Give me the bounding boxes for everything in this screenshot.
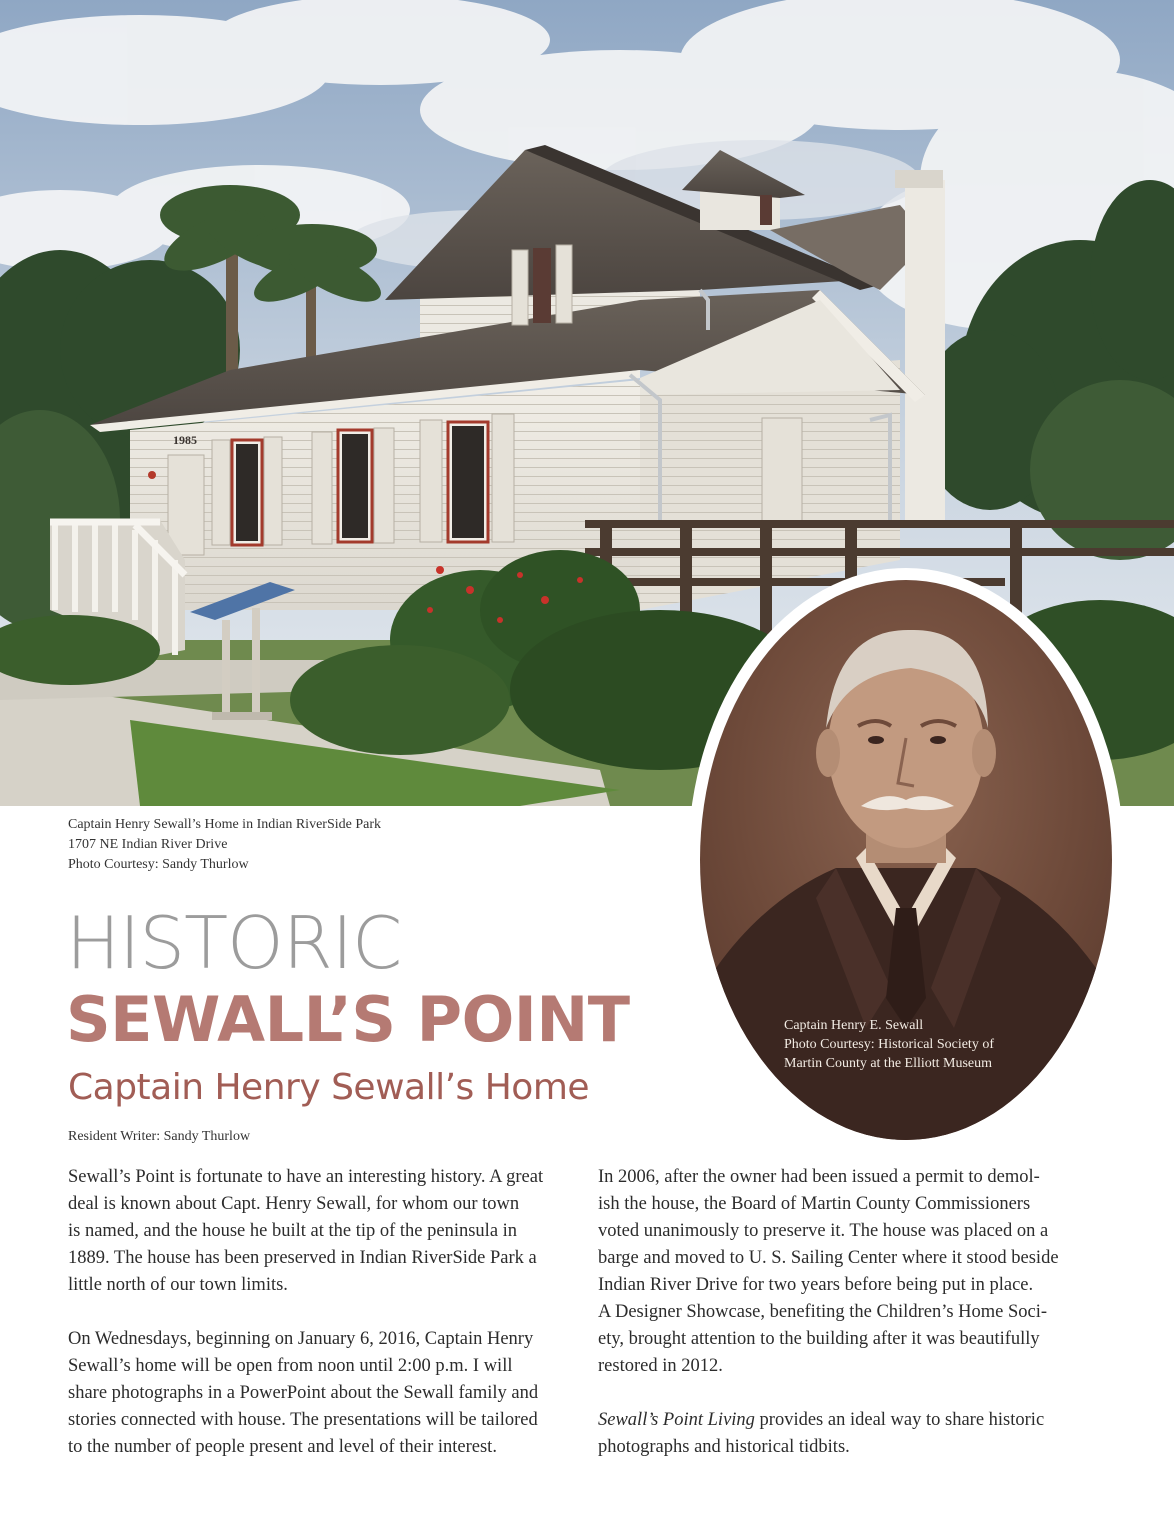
portrait-caption-line: Captain Henry E. Sewall	[784, 1018, 924, 1033]
body-line: On Wednesdays, beginning on January 6, 2016, Captain Henry	[68, 1329, 534, 1349]
article-title: SEWALL’S POINT	[66, 983, 630, 1056]
article-kicker: HISTORIC	[66, 901, 402, 985]
body-line: In 2006, after the owner had been issued a permit to demol-	[598, 1167, 1040, 1187]
body-line: restored in 2012.	[598, 1356, 723, 1376]
house-number-sign: 1985	[173, 433, 197, 447]
body-line: Indian River Drive for two years before being put in place.	[598, 1275, 1034, 1295]
body-line: stories connected with house. The presentations will be tailored	[68, 1410, 538, 1430]
body-line: Sewall’s home will be open from noon until 2:00 p.m. I will	[68, 1356, 513, 1376]
portrait-caption-line: Martin County at the Elliott Museum	[784, 1056, 993, 1071]
photo-caption-line: 1707 NE Indian River Drive	[68, 837, 228, 852]
body-line: ety, brought attention to the building after it was beautifully	[598, 1329, 1040, 1349]
body-column-left	[68, 1164, 578, 1461]
photo-caption-line: Photo Courtesy: Sandy Thurlow	[68, 857, 249, 872]
body-line	[598, 1407, 1093, 1434]
photo-caption	[68, 815, 381, 875]
body-line: voted unanimously to preserve it. The house was placed on a	[598, 1221, 1049, 1241]
body-line: 1889. The house has been preserved in Indian RiverSide Park a	[68, 1248, 537, 1268]
body-line: Sewall’s Point is fortunate to have an interesting history. A great	[68, 1167, 544, 1187]
body-line: barge and moved to U. S. Sailing Center where it stood beside	[598, 1248, 1059, 1268]
body-line: deal is known about Capt. Henry Sewall, for whom our town	[68, 1194, 520, 1214]
body-line: ish the house, the Board of Martin County Commissioners	[598, 1194, 1031, 1214]
body-line: little north of our town limits.	[68, 1275, 288, 1295]
publication-name: Sewall’s Point Living	[598, 1410, 755, 1430]
portrait-caption	[784, 1016, 1054, 1073]
body-line: share photographs in a PowerPoint about the Sewall family and	[68, 1383, 539, 1403]
portrait-caption-line: Photo Courtesy: Historical Society of	[784, 1037, 994, 1052]
photo-caption-line: Captain Henry Sewall’s Home in Indian RiverSide Park	[68, 817, 381, 832]
byline: Resident Writer: Sandy Thurlow	[68, 1129, 251, 1144]
body-line: to the number of people present and level of their interest.	[68, 1437, 497, 1457]
body-line: A Designer Showcase, benefiting the Children’s Home Soci-	[598, 1302, 1048, 1322]
article-subtitle: Captain Henry Sewall’s Home	[68, 1067, 590, 1108]
body-column-right	[598, 1164, 1093, 1461]
body-line: is named, and the house he built at the tip of the peninsula in	[68, 1221, 518, 1241]
body-text: provides an ideal way to share historic	[754, 1410, 1045, 1430]
body-line: photographs and historical tidbits.	[598, 1437, 850, 1457]
